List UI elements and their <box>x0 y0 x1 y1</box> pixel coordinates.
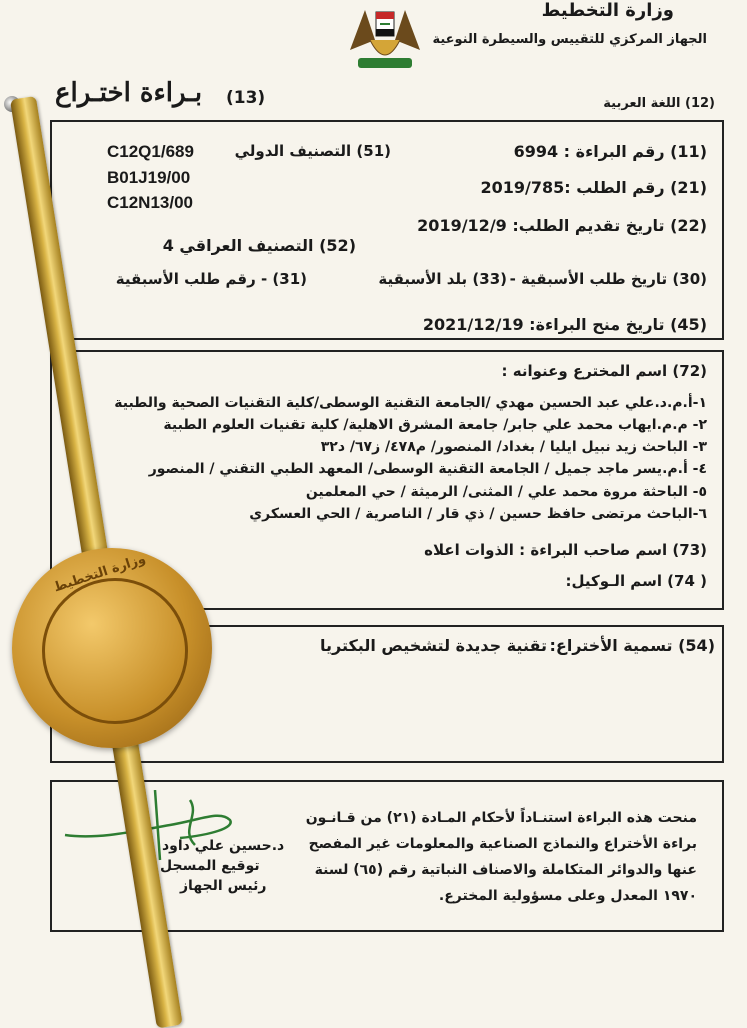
gold-seal-icon <box>12 548 212 748</box>
inventor-line: ٤- أ.م.يسر ماجد جميل / الجامعة التقنية الوسطى/ المعهد الطبي التقني / المنصور <box>148 461 707 477</box>
grant-text-line: عنها والدوائر المتكاملة والاصناف النباتية رقم (٦٥) لسنة <box>314 862 697 878</box>
invention-title-label: (54) تسمية الأختراع: <box>549 636 715 655</box>
ministry-name: وزارة التخطيط <box>541 0 674 21</box>
priority-date: (30) تاريخ طلب الأسبقية - <box>509 270 707 288</box>
iraqi-classification: (52) التصنيف العراقي 4 <box>162 236 356 255</box>
invention-title: تقنية جديدة لتشخيص البكتريا <box>319 636 547 655</box>
inventor-line: ٥- الباحثة مروة محمد علي / المثنى/ الرميثة / حي المعلمين <box>305 484 707 500</box>
signatory-role: توقيع المسجل <box>160 858 260 874</box>
seal-text: وزارة التخطيط <box>52 551 148 596</box>
doc-title: بـراءة اختـراع <box>55 78 203 108</box>
filing-date: (22) تاريخ تقديم الطلب: 2019/12/9 <box>417 216 707 235</box>
grant-text-line: براءة الأختراع والنماذج الصناعية والمعلومات غير المفصح <box>308 836 697 852</box>
signature-icon <box>60 790 280 870</box>
signatory-name: د.حسين علي داود <box>162 838 285 854</box>
inventor-line: ١-أ.م.د.علي عبد الحسين مهدي /الجامعة التقنية الوسطى/كلية التقنيات الصحية والطبية <box>114 395 707 411</box>
inventor-line: ٣- الباحث زيد نبيل ايليا / بغداد/ المنصور/ م٤٧٨/ ز٦٧/ د٣٢ <box>320 439 707 455</box>
grant-date: (45) تاريخ منح البراءة: 2021/12/19 <box>422 315 707 334</box>
grant-text-line: ١٩٧٠ المعدل وعلى مسؤولية المخترع. <box>438 888 697 904</box>
intl-classification-label: (51) التصنيف الدولي <box>234 142 391 160</box>
agency-name: الجهاز المركزي للتقييس والسيطرة النوعية <box>432 32 707 47</box>
eagle-emblem-icon <box>340 0 430 72</box>
classification-3: C12N13/00 <box>107 193 194 212</box>
inventors-label: (72) اسم المخترع وعنوانه : <box>501 362 707 380</box>
patent-number: (11) رقم البراءة : 6994 <box>513 142 707 161</box>
classification-2: B01J19/00 <box>107 168 191 187</box>
classification-1: C12Q1/689 <box>107 142 194 161</box>
grant-text-line: منحت هذه البراءة استنـاداً لأحكام المـادة (٢١) من قـانـون <box>305 810 697 826</box>
agent-name: ( 74) اسم الـوكيل: <box>565 572 707 590</box>
language-label: (12) اللغة العربية <box>603 96 715 111</box>
inventor-line: ٦-الباحث مرتضى حافظ حسين / ذي قار / الناصرية / الحي العسكري <box>249 506 707 522</box>
inventor-line: ٢- م.م.ايهاب محمد علي جابر/ جامعة المشرق الاهلية/ كلية تقنيات العلوم الطبية <box>163 417 707 433</box>
application-number: (21) رقم الطلب :2019/785 <box>480 178 707 197</box>
doc-code: (13) <box>226 88 266 108</box>
patent-owner: (73) اسم صاحب البراءة : الذوات اعلاه <box>424 541 707 559</box>
seal-ring <box>42 578 188 724</box>
signatory-title: رئيس الجهاز <box>180 878 267 894</box>
priority-country: (33) بلد الأسبقية <box>378 270 507 288</box>
priority-number: (31) - رقم طلب الأسبقية <box>115 270 307 288</box>
